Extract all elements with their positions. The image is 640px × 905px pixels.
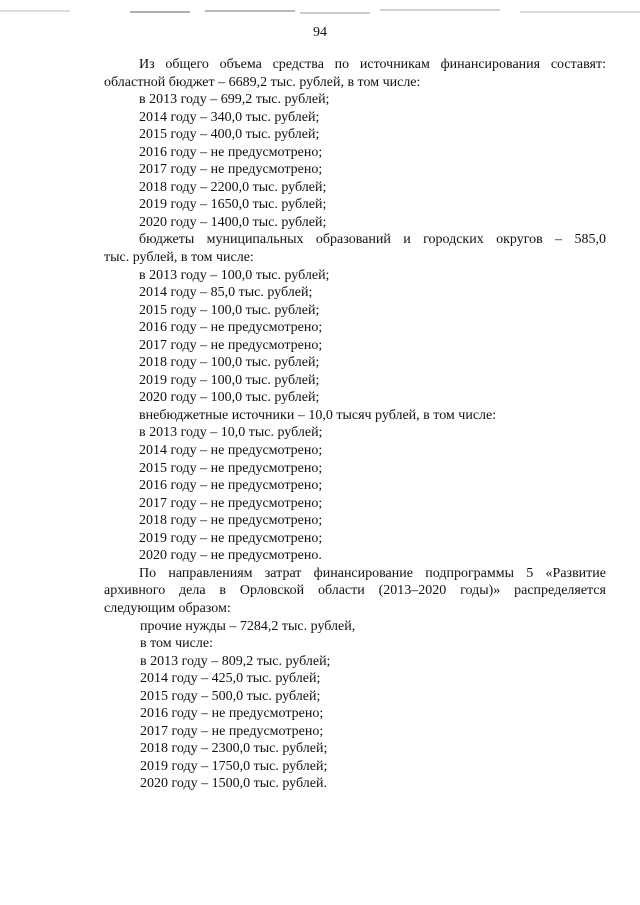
list-item: 2020 году – 100,0 тыс. рублей;: [139, 390, 320, 406]
regional-budget-years: [104, 91, 606, 231]
municipal-budget-line-1: бюджеты муниципальных образований и городских округов – 585,0: [139, 232, 606, 248]
list-item: 2015 году – 100,0 тыс. рублей;: [139, 302, 320, 318]
list-item: 2019 году – 1750,0 тыс. рублей;: [140, 758, 328, 774]
list-item: 2018 году – не предусмотрено;: [139, 513, 323, 529]
list-item: 2017 году – не предусмотрено;: [139, 162, 323, 178]
directions-paragraph-line-2: архивного дела в Орловской области (2013–2020 годы)» распределяется: [104, 583, 606, 599]
list-item: 2018 году – 100,0 тыс. рублей;: [139, 355, 320, 371]
municipal-budget-years: [104, 267, 606, 407]
extrabudget-line: внебюджетные источники – 10,0 тысяч рублей, в том числе:: [139, 407, 497, 423]
list-item: 2020 году – 1400,0 тыс. рублей;: [139, 214, 327, 230]
municipal-budget-line-2: тыс. рублей, в том числе:: [104, 250, 254, 266]
list-item: в 2013 году – 809,2 тыс. рублей;: [140, 653, 331, 669]
list-item: 2016 году – не предусмотрено;: [139, 144, 323, 160]
list-item: 2017 году – не предусмотрено;: [139, 337, 323, 353]
list-item: 2014 году – 85,0 тыс. рублей;: [139, 285, 313, 301]
list-item: в 2013 году – 699,2 тыс. рублей;: [139, 92, 330, 108]
list-item: 2015 году – не предусмотрено;: [139, 460, 323, 476]
list-item: 2015 году – 500,0 тыс. рублей;: [140, 688, 321, 704]
extrabudget-years: [104, 424, 606, 564]
page-number: 94: [313, 25, 327, 40]
financing-intro-line-1: Из общего объема средства по источникам финансирования составят:: [139, 57, 606, 72]
list-item: 2015 году – 400,0 тыс. рублей;: [139, 127, 320, 143]
list-item: 2014 году – 425,0 тыс. рублей;: [140, 671, 321, 687]
scan-edge-artifact: [0, 8, 640, 16]
financing-intro-line-2: областной бюджет – 6689,2 тыс. рублей, в том числе:: [104, 74, 421, 90]
list-item: 2014 году – не предусмотрено;: [139, 443, 323, 459]
list-item: 2018 году – 2300,0 тыс. рублей;: [140, 741, 328, 757]
document-body: [104, 56, 606, 793]
other-needs-line: прочие нужды – 7284,2 тыс. рублей,: [140, 618, 356, 634]
including-line: в том числе:: [140, 636, 213, 652]
list-item: 2016 году – не предусмотрено;: [139, 478, 323, 494]
list-item: 2020 году – 1500,0 тыс. рублей.: [140, 776, 327, 792]
directions-years: [104, 653, 606, 793]
list-item: 2019 году – 100,0 тыс. рублей;: [139, 372, 320, 388]
directions-paragraph-line-3: следующим образом:: [104, 600, 231, 616]
list-item: 2017 году – не предусмотрено;: [139, 495, 323, 511]
list-item: 2014 году – 340,0 тыс. рублей;: [139, 109, 320, 125]
list-item: 2016 году – не предусмотрено;: [139, 320, 323, 336]
list-item: 2017 году – не предусмотрено;: [140, 723, 324, 739]
list-item: 2020 году – не предусмотрено.: [139, 548, 322, 564]
list-item: 2019 году – 1650,0 тыс. рублей;: [139, 197, 327, 213]
list-item: 2016 году – не предусмотрено;: [140, 706, 324, 722]
list-item: 2019 году – не предусмотрено;: [139, 530, 323, 546]
list-item: в 2013 году – 100,0 тыс. рублей;: [139, 267, 330, 283]
directions-paragraph-line-1: По направлениям затрат финансирование подпрограммы 5 «Развитие: [139, 565, 606, 581]
list-item: в 2013 году – 10,0 тыс. рублей;: [139, 425, 323, 441]
list-item: 2018 году – 2200,0 тыс. рублей;: [139, 179, 327, 195]
